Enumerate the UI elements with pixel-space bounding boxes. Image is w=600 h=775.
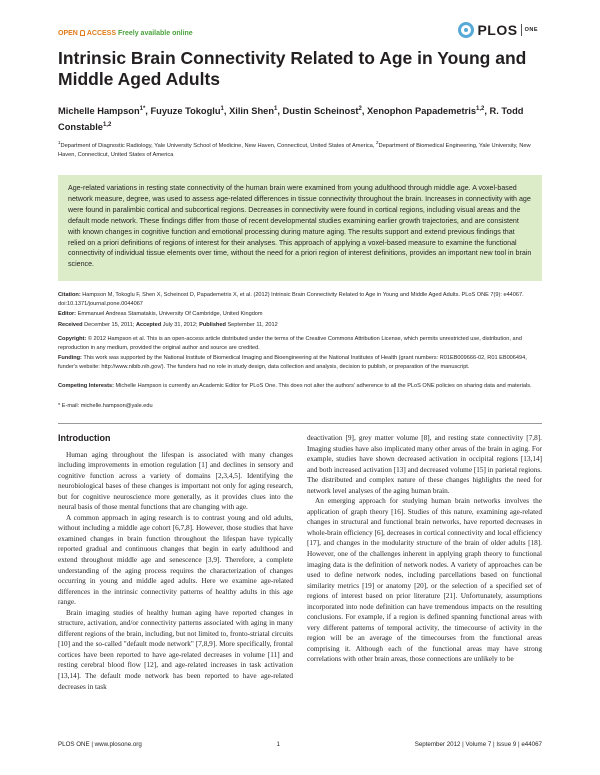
plos-one-logo	[458, 22, 538, 38]
body-paragraph: An emerging approach for studying human brain networks involves the application of graph theory [16]. Studies of this nature, examining age-related changes in structural and functional brain networks, have reported decreases in whole-brain efficiency [6], decreases in cortical connectivity and local efficiency [17], and changes in the modularity structure of the brain of older adults [18]. However, one of the challenges inherent in applying graph theory to functional imaging data is the definition of network nodes. A variety of approaches can be used to define network nodes, including parcellations based on functional similarity metrics [19] or anatomy [20], or the selection of a specified set of regions of interest based on prior literature [21]. Unfortunately, assumptions incorporated into node definition can have tremendous impacts on the resulting conclusions. For example, if a region is defined spanning functional areas with very different patterns of temporal activity, the timecourse of activity in the region will be an average of the timecourses from the functional areas comprising it. Although each of the functional areas may have strong correlations with other brain areas, those connections are unlikely to be	[307, 497, 542, 664]
funding: Funding: This work was supported by the National Institute of Biomedical Imaging and Bioengineering at the National Institutes of Health (grant numbers: R01EB009666-02, R01 EB006494, funder's website: http://www.nibib.nih.gov/). The funders had no role in study design, data collection and analysis, decision to publish, or preparation of the manuscript.	[58, 355, 527, 370]
article-title: Intrinsic Brain Connectivity Related to Age in Young and Middle Aged Adults	[58, 48, 527, 89]
affiliations: $^1$Department of Diagnostic Radiology, Yale University School of Medicine, New Haven, Connecticut, United States of America, $^2$Department of Biomedical Engineering, Yale University, New Haven, Connecticut, United States of America	[58, 140, 531, 159]
abstract-text: Age-related variations in resting state connectivity of the human brain were examined from young adulthood through middle age. A voxel-based network measure, degree, was used to assess age-related differences in tissue connectivity throughout the brain. Increases in connectivity with age were found in paralimbic cortical and subcortical regions. Decreases in connectivity were found in cortical regions, including visual areas and the default mode network. These findings differ from those of recent developmental studies examining earlier growth trajectories, and are consistent with known changes in cognitive function and emotional processing during mature aging. The results support and extend previous findings that relied on a priori definitions of regions of interest for their analyses. This approach of applying a voxel-based measure to examine the functional connectivity of individual tissue elements over time, without the need for a priori region of interest definitions, provides an important new tool in brain science.	[68, 184, 532, 269]
author: Xilin Shen	[229, 106, 275, 117]
author: Xenophon Papademetris	[366, 106, 476, 117]
corresponding-email: * E-mail: michelle.hampson@yale.edu	[58, 403, 153, 409]
body-column-right	[307, 433, 542, 665]
open-access-label-open: OPEN	[58, 30, 78, 37]
plos-logo-sub: ONE	[524, 27, 538, 33]
body-paragraph: A common approach in aging research is to contrast young and old adults, without including a middle age cohort [6,7,8]. However, those studies that have examined changes in brain function throughout the lifespan have typically reported gradual and continuous changes that begin in early adulthood and extend throughout middle age and senescence [3,9]. Therefore, a complete understanding of the aging process requires the characterization of changes occurring in young and middle aged adults. Here we examine age-related differences in the intrinsic connectivity patterns of healthy adults in this age range.	[58, 513, 293, 607]
plos-logo-icon	[458, 22, 474, 38]
open-access-label-access: ACCESS	[86, 30, 117, 37]
author: R. Todd Constable	[58, 106, 524, 132]
dates: Received December 15, 2011; Accepted July 31, 2012; Published September 11, 2012	[58, 322, 278, 328]
body-paragraph: deactivation [9], grey matter volume [8], and resting state connectivity [7,8]. Imaging studies have also implicated many other areas of the brain in aging. For example, studies have shown decreased activation in occipital regions [13,14] and both increased activation [13] and decreased volume [15] in parietal regions. The distributed and complex nature of these changes highlights the need for network level analyses of the aging human brain.	[307, 434, 542, 495]
abstract-box	[58, 175, 542, 281]
section-divider	[58, 423, 542, 424]
editor: Editor: Emmanuel Andreas Stamatakis, University Of Cambridge, United Kingdom	[58, 311, 263, 317]
copyright: Copyright: © 2012 Hampson et al. This is an open-access article distributed under the terms of the Creative Commons Attribution License, which permits unrestricted use, distribution, and reproduction in any medium, provided the original author and source are credited.	[58, 336, 522, 351]
affiliation: Department of Biomedical Engineering, Yale University, New Haven, Connecticut, United States of America	[58, 142, 531, 159]
body-paragraph: Human aging throughout the lifespan is associated with many changes including improvements in emotion regulation [1] and declines in sensory and cognitive function across a variety of domains [2,3,4,5]. Identifying the neurobiological bases of these changes is important not only for aging research, but for cognitive neuroscience more generally, as it provides clues into the neural basis of those mental functions that are changing with age.	[58, 450, 293, 512]
body-paragraph: Brain imaging studies of healthy human aging have reported changes in structure, activation, and/or connectivity patterns associated with aging in many different regions of the brain, including, but not limited to, fronto-striatal circuits [10] and the so-called "default mode network" [7,8,9]. More specifically, frontal cortices have been reported to have age-related decreases in volume [11] and resting cerebral blood flow [12], and age-related increases in task activation [13,14]. The default mode network has been reported to have age-related decreases in task	[58, 608, 293, 691]
author-list: Michelle Hampson$^{1*}$, Fuyuze Tokoglu$^1$, Xilin Shen$^1$, Dustin Scheinost$^2$, Xenophon Papademetris$^{1,2}$, R. Todd Constable$^{1,2}$	[58, 106, 524, 132]
footer-journal: PLOS ONE | www.plosone.org	[58, 741, 142, 748]
open-access-banner	[58, 30, 193, 37]
footer-page-number: 1	[276, 741, 280, 748]
plos-logo-word: PLOS	[477, 22, 518, 38]
open-lock-icon	[80, 30, 85, 36]
author: Michelle Hampson	[58, 106, 140, 117]
citation: Citation: Hampson M, Tokoglu F, Shen X, Scheinost D, Papademetris X, et al. (2012) Intrinsic Brain Connectivity Related to Age in Young and Middle Aged Adults. PLoS ONE 7(9): e44067. doi:10.1371/journal.pone.0044067	[58, 292, 524, 307]
author: Fuyuze Tokoglu	[150, 106, 221, 117]
body-column-left	[58, 433, 293, 692]
footer-issue: September 2012 | Volume 7 | Issue 9 | e44067	[414, 741, 542, 748]
affiliation: Department of Diagnostic Radiology, Yale University School of Medicine, New Haven, Connecticut, United States of America,	[60, 142, 377, 149]
competing-interests: Competing Interests: Michelle Hampson is currently an Academic Editor for PLoS One. This does not alter the authors' adherence to all the PLoS ONE policies on sharing data and materials.	[58, 383, 532, 389]
freely-available-label: Freely available online	[117, 30, 193, 37]
section-heading-introduction: Introduction	[58, 433, 111, 443]
page-footer	[58, 741, 542, 748]
author: Dustin Scheinost	[282, 106, 359, 117]
